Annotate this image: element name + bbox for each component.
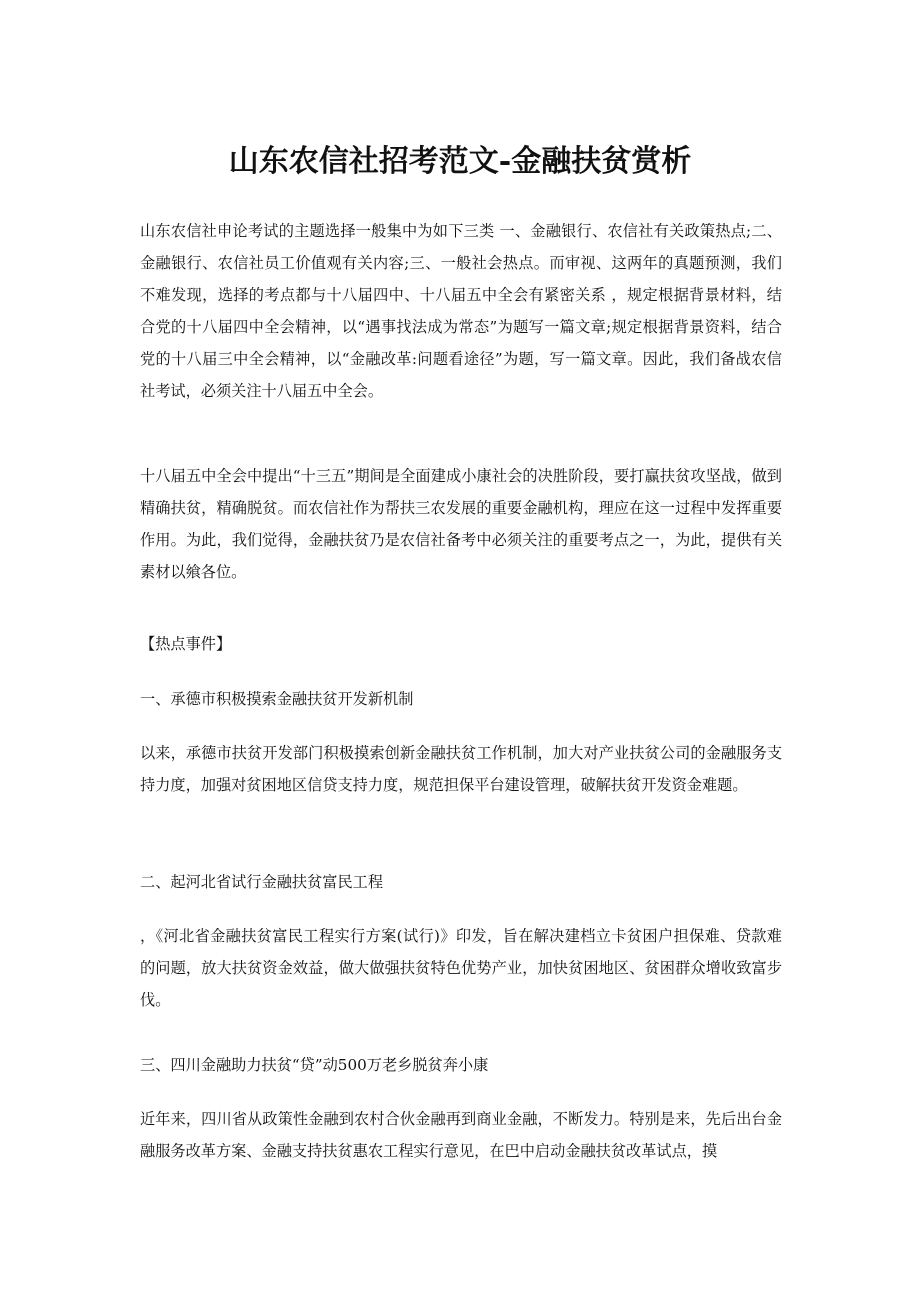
event-2-heading: 二、起河北省试行金融扶贫富民工程 bbox=[140, 873, 383, 891]
document-title: 山东农信社招考范文-金融扶贫赏析 bbox=[228, 144, 692, 179]
section-label: 【热点事件】 bbox=[140, 635, 232, 653]
event-3-heading: 三、四川金融助力扶贫“贷”动500万老乡脱贫奔小康 bbox=[140, 1056, 489, 1074]
event-3-body: 近年来，四川省从政策性金融到农村合伙金融再到商业金融，不断发力。特别是来，先后出台金融服务改革方案、金融支持扶贫惠农工程实行意见，在巴中启动金融扶贫改革试点，摸 bbox=[140, 1110, 782, 1160]
second-paragraph: 十八届五中全会中提出“十三五”期间是全面建成小康社会的决胜阶段，要打赢扶贫攻坚战，做到精确扶贫，精确脱贫。而农信社作为帮扶三农发展的重要金融机构，理应在这一过程中发挥重要作用。为此，我们觉得，金融扶贫乃是农信社备考中必须关注的重要考点之一，为此，提供有关素材以飨各位。 bbox=[140, 467, 782, 581]
intro-paragraph: 山东农信社申论考试的主题选择一般集中为如下三类 一、金融银行、农信社有关政策热点;二、金融银行、农信社员工价值观有关内容;三、一般社会热点。而审视、这两年的真题预测，我们不难发现，选择的考点都与十八届四中、十八届五中全会有紧密关系 ，规定根据背景材料，结合党的十八届四中全会精神，以“遇事找法成为常态”为题写一篇文章;规定根据背景资料，结合党的十八届三中全会精神，以“金融改革:问题看途径”为题，写一篇文章。因此，我们备战农信社考试，必须关注十八届五中全会。 bbox=[140, 222, 782, 400]
event-1-heading: 一、承德市积极摸索金融扶贫开发新机制 bbox=[140, 690, 414, 708]
event-2-body: ，《河北省金融扶贫富民工程实行方案(试行)》印发，旨在解决建档立卡贫困户担保难、贷款难的问题，放大扶贫资金效益，做大做强扶贫特色优势产业，加快贫困地区、贫困群众增收致富步伐。 bbox=[140, 927, 782, 1009]
event-1-body: 以来，承德市扶贫开发部门积极摸索创新金融扶贫工作机制，加大对产业扶贫公司的金融服务支持力度，加强对贫困地区信贷支持力度，规范担保平台建设管理，破解扶贫开发资金难题。 bbox=[140, 744, 782, 794]
